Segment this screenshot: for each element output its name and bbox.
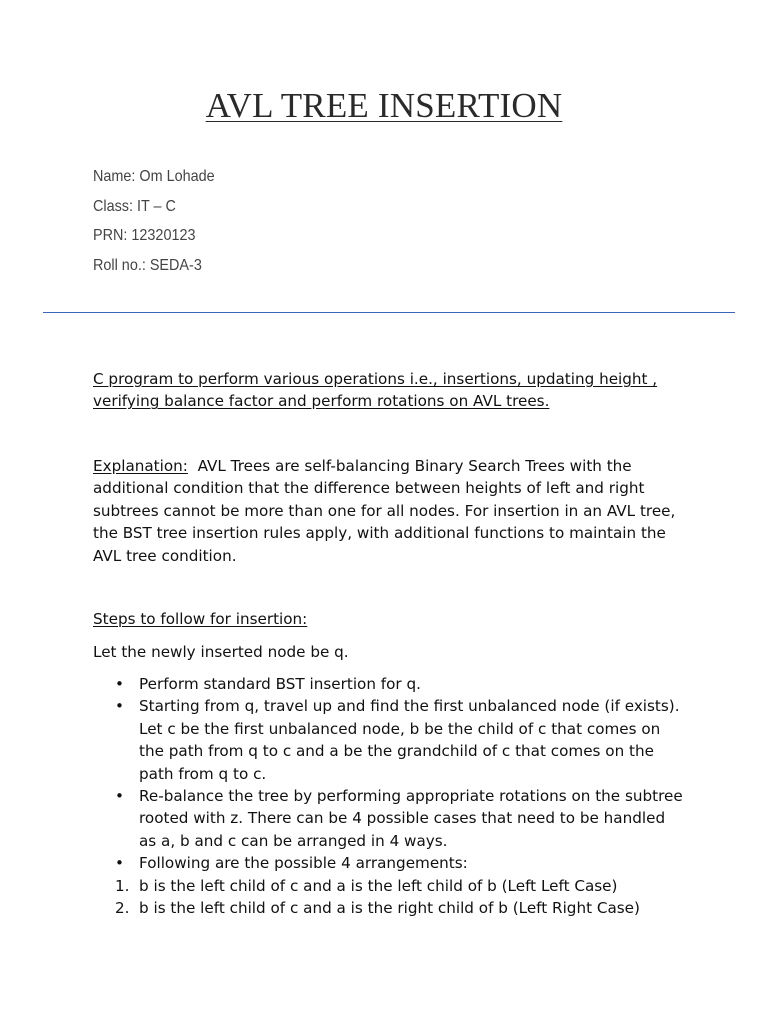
explanation-paragraph: [93, 455, 683, 567]
student-prn: PRN: 12320123: [93, 227, 196, 244]
number-marker: 2.: [115, 899, 130, 918]
list-item-text: Following are the possible 4 arrangements:: [139, 854, 468, 873]
numbered-item-text: b is the left child of c and a is the right child of b (Left Right Case): [139, 899, 640, 918]
student-class: Class: IT – C: [93, 197, 176, 215]
number-marker: 1.: [115, 876, 130, 895]
explanation-label: Explanation:: [93, 457, 188, 475]
horizontal-divider: [43, 312, 735, 313]
list-item-text: Perform standard BST insertion for q.: [139, 675, 421, 693]
let-line: Let the newly inserted node be q.: [93, 643, 349, 661]
steps-list: [93, 673, 683, 919]
steps-heading: Steps to follow for insertion:: [93, 610, 308, 628]
student-roll: Roll no.: SEDA-3: [93, 256, 202, 274]
bullet-marker: •: [115, 697, 124, 716]
student-name: Name: Om Lohade: [93, 168, 215, 185]
program-purpose: C program to perform various operations i.e., insertions, updating height , verifying balance factor and perform rotations on AVL trees.: [93, 370, 658, 411]
list-item: [93, 695, 683, 785]
list-item: [93, 785, 683, 852]
bullet-marker: •: [115, 675, 124, 693]
student-info: [93, 166, 215, 284]
list-item: [93, 673, 683, 695]
bullet-marker: •: [115, 854, 124, 873]
bullet-marker: •: [115, 787, 124, 806]
document-title: AVL TREE INSERTION: [205, 86, 563, 125]
numbered-item: [93, 875, 683, 897]
list-item-text: Starting from q, travel up and find the first unbalanced node (if exists). Let c be the first unbalanced node, b be the child of c that comes on the path from q to c and a be the grandchild of c that comes on the path from q to c.: [139, 697, 680, 783]
list-item-text: Re-balance the tree by performing appropriate rotations on the subtree rooted with z. There can be 4 possible cases that need to be handled as a, b and c can be arranged in 4 ways.: [139, 787, 683, 850]
explanation-text: AVL Trees are self-balancing Binary Search Trees with the additional condition that the difference between heights of left and right subtrees cannot be more than one for all nodes. For insertion in an AVL tree, the BST tree insertion rules apply, with additional functions to maintain the AVL tree condition.: [93, 457, 676, 565]
list-item: [93, 852, 683, 874]
numbered-item: [93, 897, 683, 919]
numbered-item-text: b is the left child of c and a is the left child of b (Left Left Case): [139, 876, 618, 895]
